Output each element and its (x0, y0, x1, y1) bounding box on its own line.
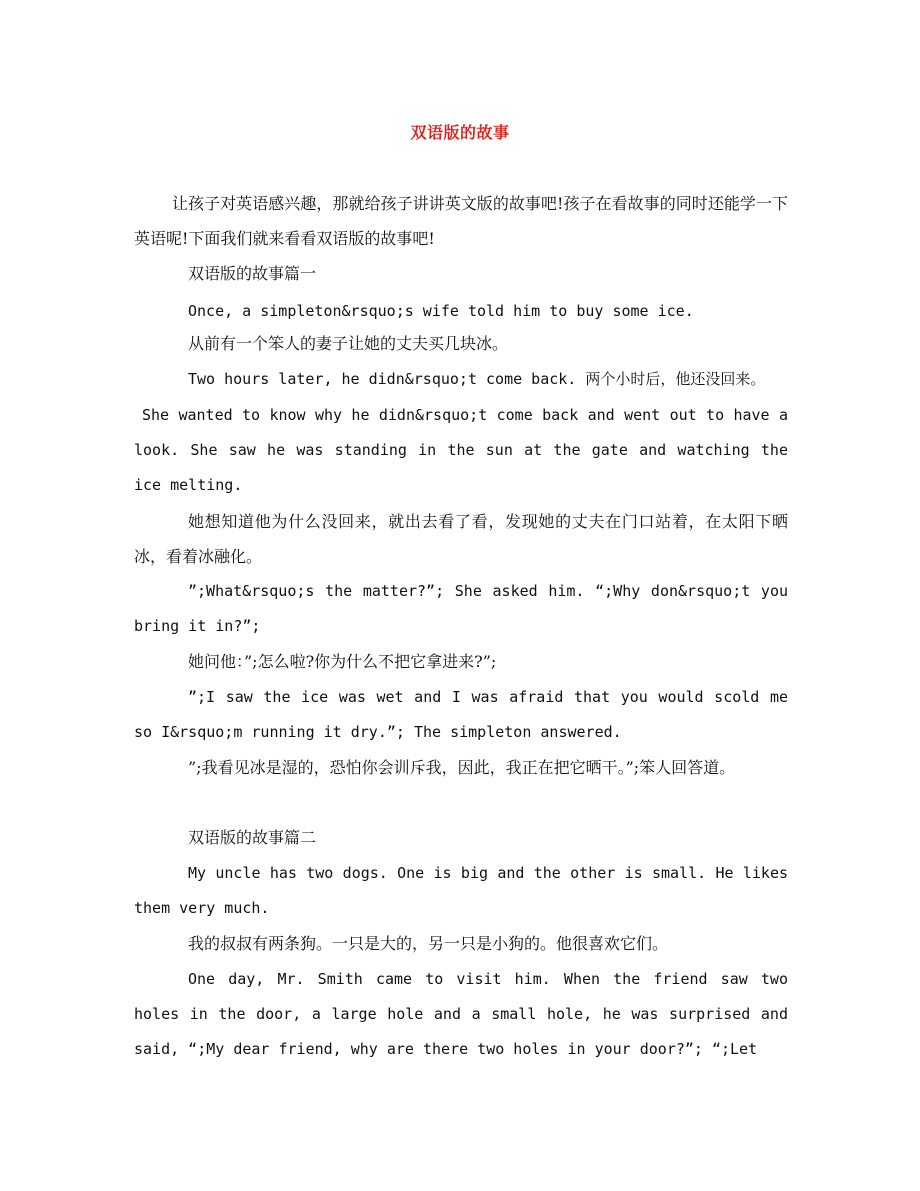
story-one-cn-dialogue-2: ”;我看见冰是湿的，恐怕你会训斥我，因此，我正在把它晒干。”;笨人回答道。 (188, 758, 736, 777)
story-one-en-line-2: Two hours later, he didn&rsquo;t come back. 两个小时后，他还没回来。 (188, 370, 766, 388)
story-two-cn-line-1: 我的叔叔有两条狗。一只是大的，另一只是小狗的。他很喜欢它们。 (188, 934, 669, 953)
document-title: 双语版的故事 (410, 123, 510, 142)
intro-paragraph: 让孩子对英语感兴趣，那就给孩子讲讲英文版的故事吧!孩子在看故事的同时还能学一下英语呢!下面我们就来看看双语版的故事吧! (134, 194, 788, 248)
story-one-cn-dialogue-1: 她问他：”;怎么啦?你为什么不把它拿进来?”; (188, 652, 497, 671)
section-heading-two: 双语版的故事篇二 (188, 828, 317, 847)
story-one-en-line-3: She wanted to know why he didn&rsquo;t come back and went out to have a look. She saw he was standing in the sun at the gate and watching the ice melting. (134, 406, 788, 494)
story-one-cn-line-1: 从前有一个笨人的妻子让她的丈夫买几块冰。 (188, 334, 509, 353)
story-one-en-line-1: Once, a simpleton&rsquo;s wife told him to buy some ice. (188, 302, 694, 320)
story-one-en-dialogue-1: ”;What&rsquo;s the matter?”; She asked him. “;Why don&rsquo;t you bring it in?”; (134, 582, 788, 635)
story-two-en-line-2: One day, Mr. Smith came to visit him. When the friend saw two holes in the door, a large hole and a small hole, he was surprised and said, “;My dear friend, why are there two holes in your door?”; “;Let (134, 970, 788, 1058)
story-one-cn-line-2: 她想知道他为什么没回来，就出去看了看，发现她的丈夫在门口站着，在太阳下晒冰，看着冰融化。 (134, 512, 788, 566)
story-one-en-dialogue-2: ”;I saw the ice was wet and I was afraid that you would scold me so I&rsquo;m running it dry.”; The simpleton answered. (134, 688, 788, 741)
story-two-en-line-1: My uncle has two dogs. One is big and the other is small. He likes them very much. (134, 864, 788, 917)
section-heading-one: 双语版的故事篇一 (188, 264, 317, 283)
